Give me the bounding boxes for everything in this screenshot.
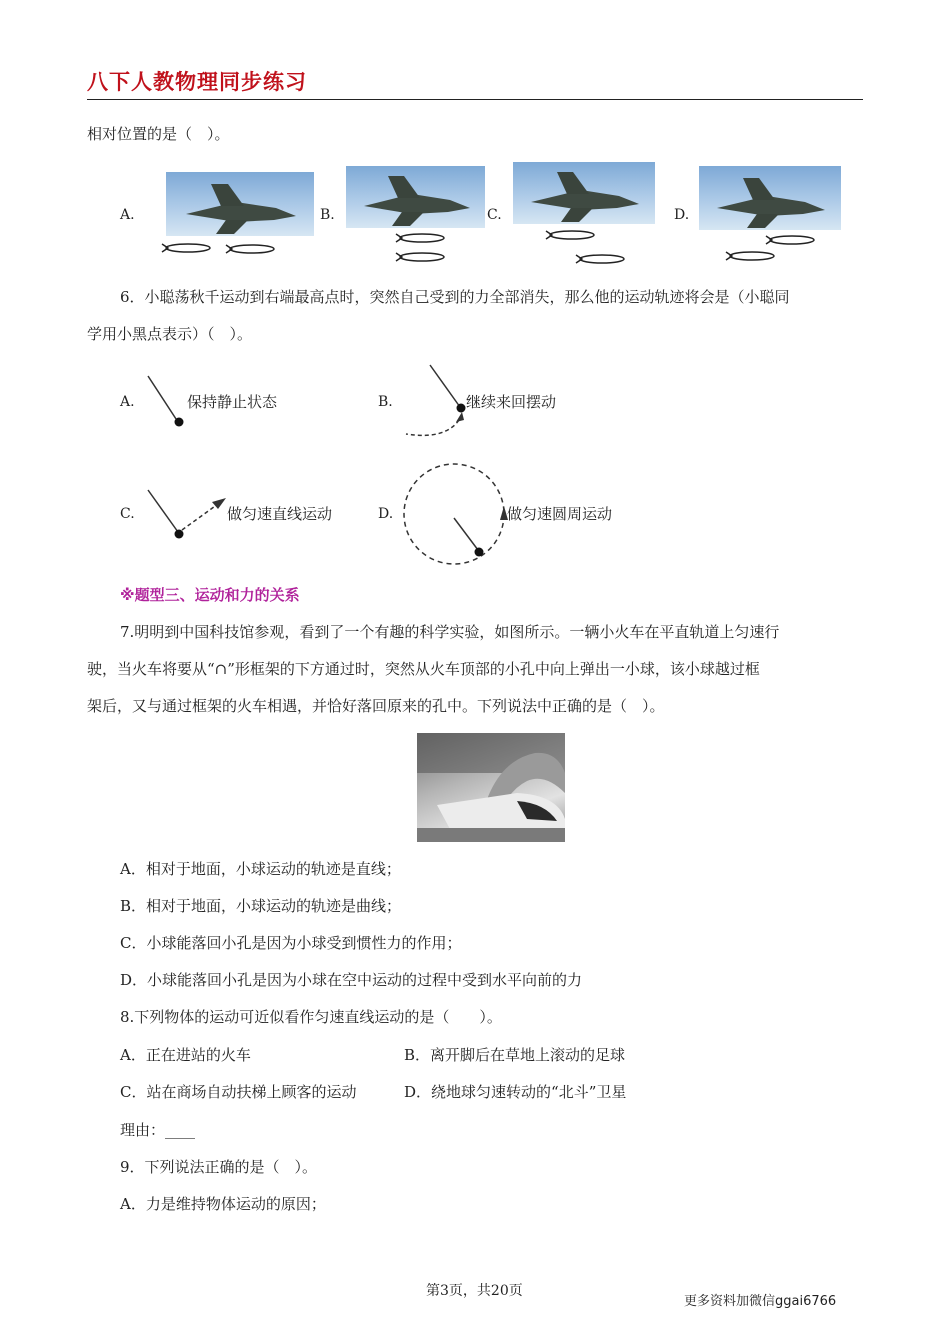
q6-option-b-label: B. — [378, 394, 393, 410]
train-icon — [417, 733, 565, 842]
q6-stem-line1: 6．小聪荡秋千运动到右端最高点时，突然自己受到的力全部消失，那么他的运动轨迹将会是（小聪同 — [120, 288, 790, 306]
q5-stem-tail: 相对位置的是（ ）。 — [87, 125, 230, 143]
q6-option-c-label: C. — [120, 506, 135, 522]
q7-option-a: A．相对于地面，小球运动的轨迹是直线； — [120, 860, 401, 878]
q6-stem-line2: 学用小黑点表示）（ ）。 — [87, 325, 253, 343]
q5-option-b-label: B. — [320, 207, 335, 223]
q8-option-b: B．离开脚后在草地上滚动的足球 — [404, 1046, 626, 1064]
q7-option-b: B．相对于地面，小球运动的轨迹是曲线； — [120, 897, 402, 915]
wechat-note: 更多资料加微信ggai6766 — [684, 1294, 837, 1309]
fighter-jet-icon — [513, 162, 655, 224]
q6-option-d-text: 做匀速圆周运动 — [507, 505, 613, 523]
fighter-jet-icon — [699, 166, 841, 230]
fighter-jet-icon — [346, 166, 485, 228]
q8-option-d: D．绕地球匀速转动的“北斗”卫星 — [404, 1083, 627, 1101]
q5-option-a-label: A. — [120, 207, 135, 223]
q6-diagram-b — [400, 362, 470, 444]
q9-option-a: A．力是维持物体运动的原因； — [120, 1195, 326, 1213]
q5-missiles-d — [722, 232, 822, 266]
section-title: ※题型三、运动和力的关系 — [120, 586, 300, 604]
q6-diagram-c — [140, 484, 230, 544]
header-divider — [87, 99, 863, 100]
q6-option-c-text: 做匀速直线运动 — [227, 505, 333, 523]
q5-jet-image-c — [513, 162, 655, 224]
q9-stem: 9．下列说法正确的是（ ）。 — [120, 1158, 318, 1176]
q6-option-d-label: D. — [378, 506, 394, 522]
q6-option-b-text: 继续来回摆动 — [466, 393, 557, 411]
fighter-jet-icon — [166, 172, 314, 236]
q6-diagram-a — [140, 372, 190, 432]
q5-missiles-c — [540, 227, 634, 269]
q7-stem-line3: 架后，又与通过框架的火车相遇，并恰好落回原来的孔中。下列说法中正确的是（ ）。 — [87, 697, 665, 715]
q5-missiles-a — [156, 240, 316, 260]
q5-missiles-b — [392, 230, 452, 266]
q5-jet-image-b — [346, 166, 485, 228]
header-title: 八下人教物理同步练习 — [87, 70, 307, 94]
q6-option-a-label: A. — [120, 394, 135, 410]
q7-stem-line2: 驶，当火车将要从“∩”形框架的下方通过时，突然从火车顶部的小孔中向上弹出一小球，该小球越过框 — [87, 660, 760, 678]
q7-stem-line1: 7.明明到中国科技馆参观，看到了一个有趣的科学实验，如图所示。一辆小火车在平直轨道上匀速行 — [120, 623, 780, 641]
q8-option-c: C．站在商场自动扶梯上顾客的运动 — [120, 1083, 357, 1101]
q8-stem: 8.下列物体的运动可近似看作匀速直线运动的是（ ）。 — [120, 1008, 502, 1026]
q5-option-d-label: D. — [674, 207, 690, 223]
page-number: 第3页，共20页 — [426, 1283, 523, 1299]
q6-option-a-text: 保持静止状态 — [187, 393, 278, 411]
q7-option-d: D．小球能落回小孔是因为小球在空中运动的过程中受到水平向前的力 — [120, 971, 583, 989]
q8-reason: 理由：____ — [120, 1121, 196, 1139]
q5-option-c-label: C. — [487, 207, 502, 223]
q5-jet-image-a — [166, 172, 314, 236]
q6-diagram-d — [398, 460, 513, 570]
q8-option-a: A．正在进站的火车 — [120, 1046, 251, 1064]
q7-option-c: C．小球能落回小孔是因为小球受到惯性力的作用； — [120, 934, 462, 952]
q5-jet-image-d — [699, 166, 841, 230]
q7-train-photo — [417, 733, 565, 842]
